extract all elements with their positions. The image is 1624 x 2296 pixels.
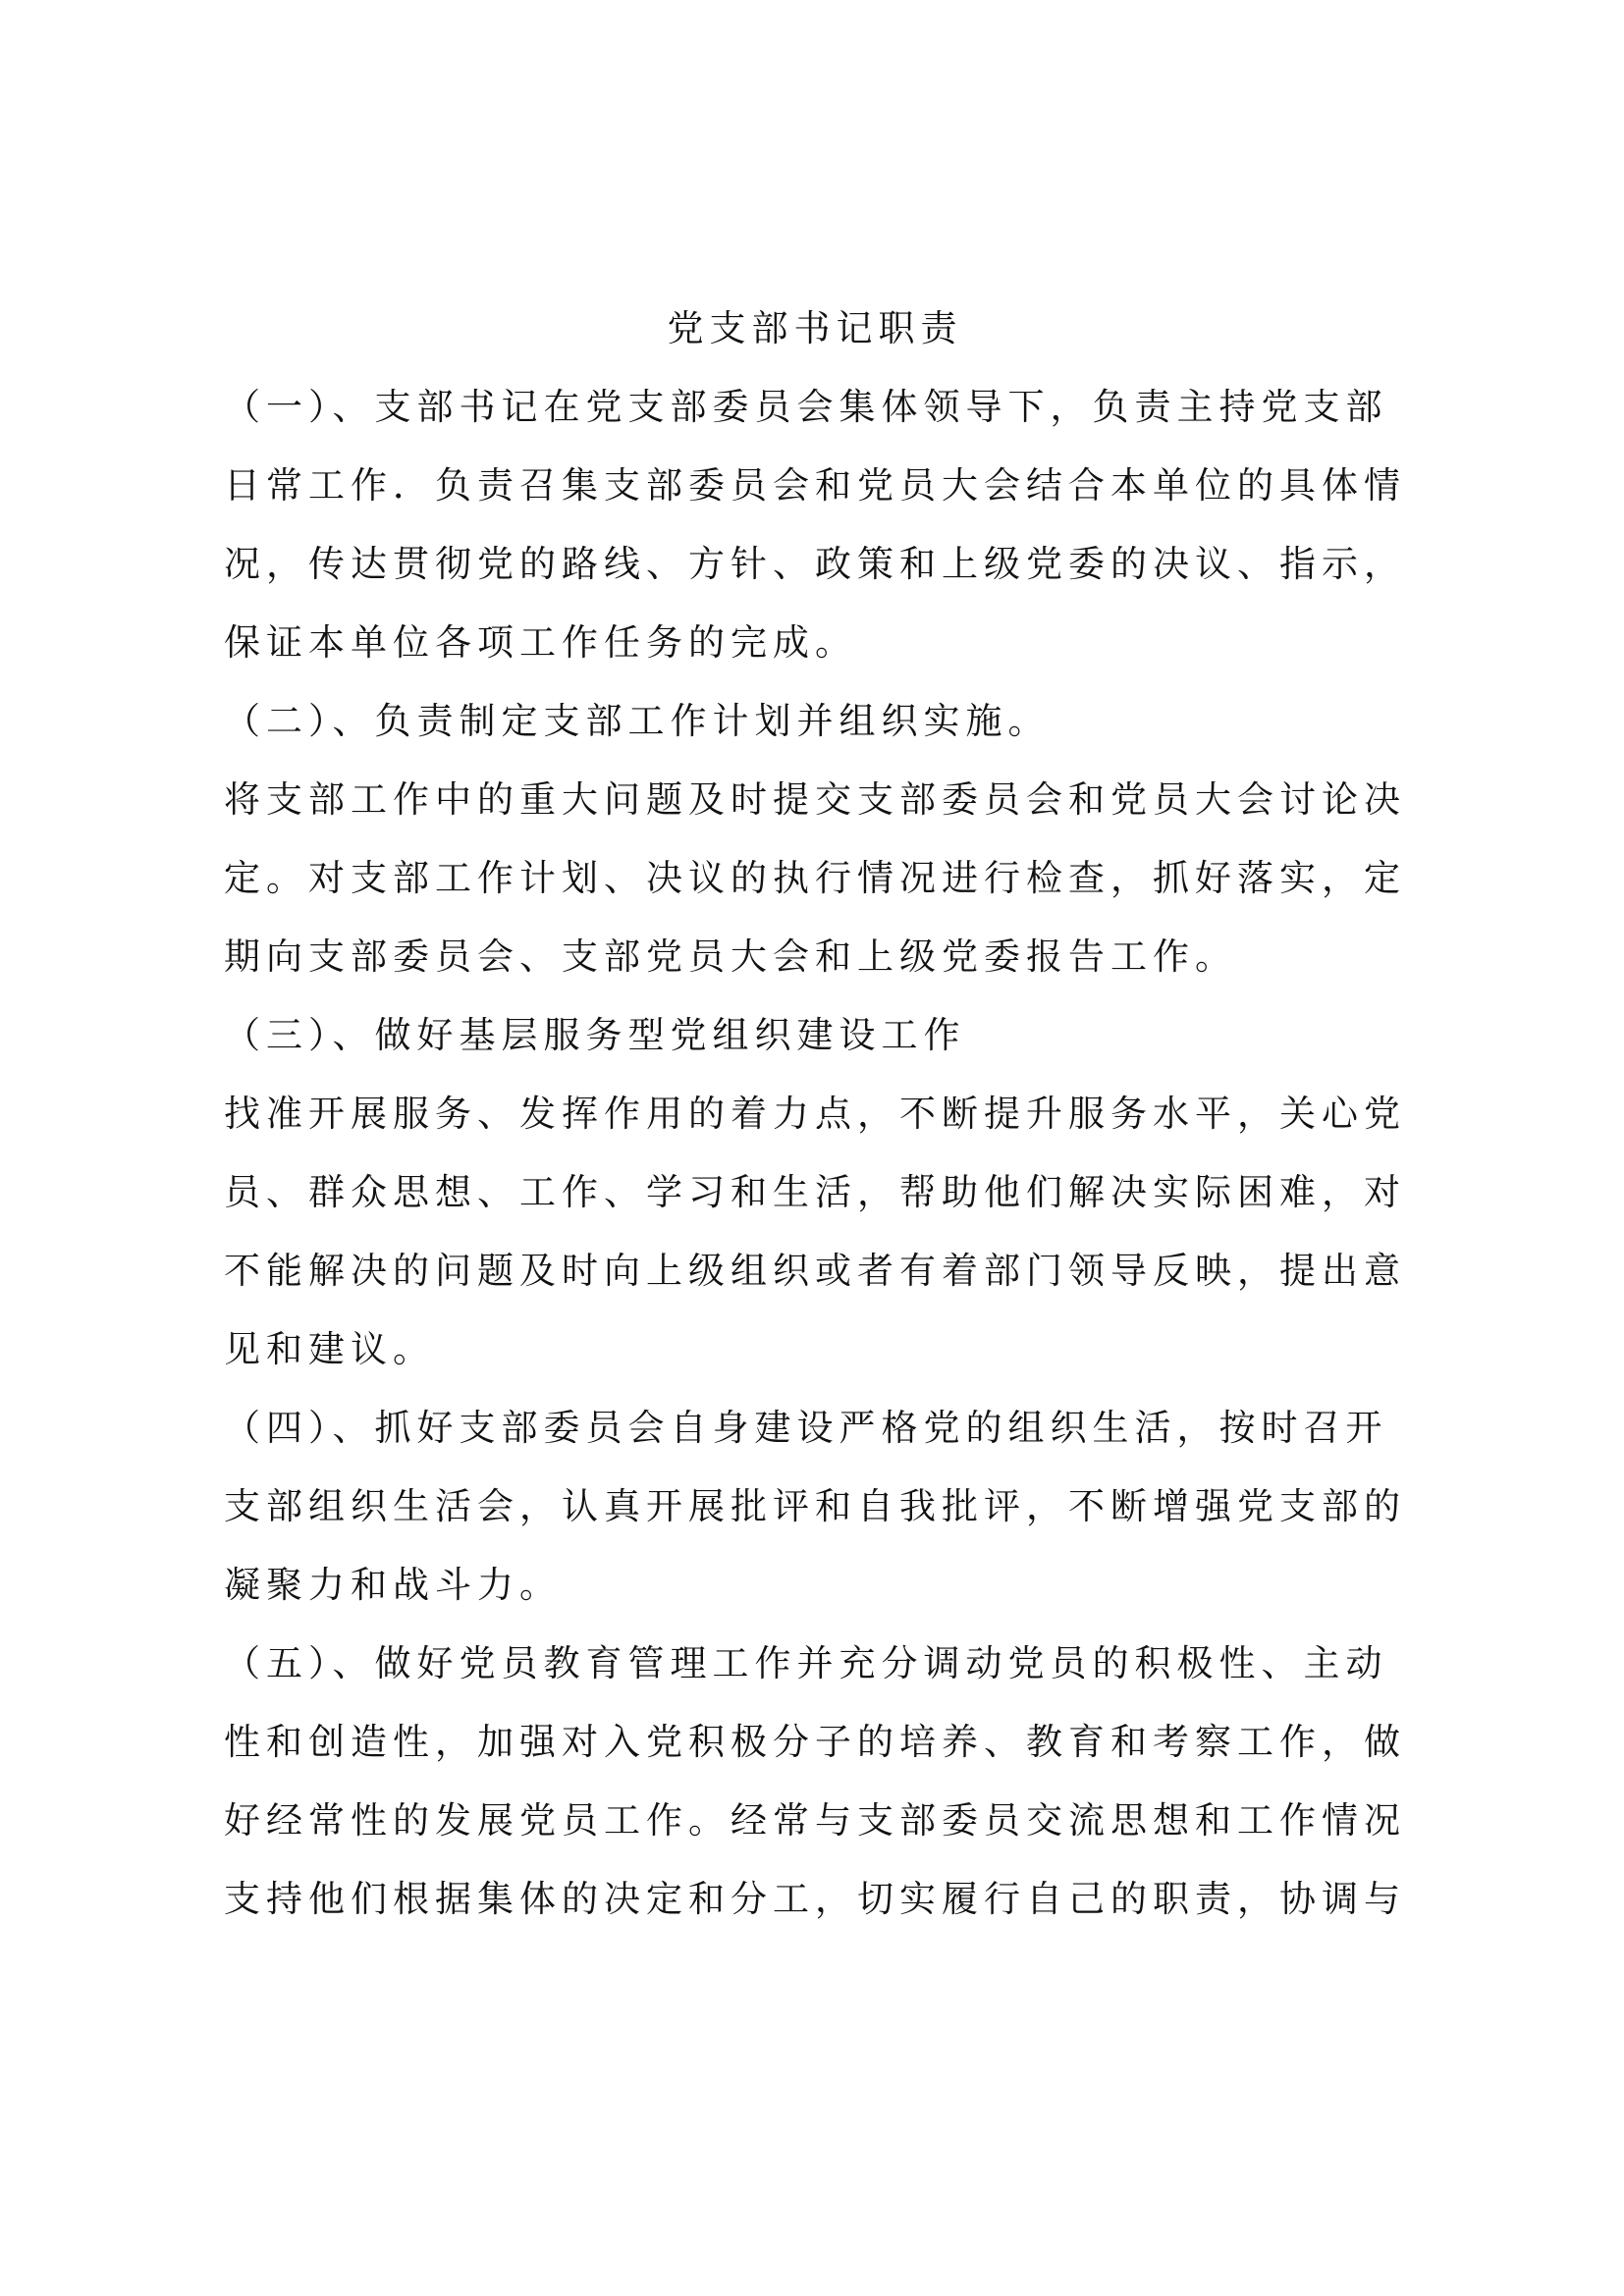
text-line: （一）、支部书记在党支部委员会集体领导下，负责主持党支部	[224, 388, 1388, 428]
text-line: （五）、做好党员教育管理工作并充分调动党员的积极性、主动	[224, 1644, 1388, 1684]
document-body	[224, 369, 1406, 1940]
text-line: 找准开展服务、发挥作用的着力点，不断提升服务水平，关心党	[224, 1095, 1406, 1135]
text-line: 期向支部委员会、支部党员大会和上级党委报告工作。	[224, 937, 1237, 978]
text-line: 见和建议。	[224, 1330, 435, 1370]
text-line: 支持他们根据集体的决定和分工，切实履行自己的职责，协调与	[224, 1880, 1406, 1920]
text-line: 将支部工作中的重大问题及时提交支部委员会和党员大会讨论决	[224, 780, 1406, 821]
text-line: 不能解决的问题及时向上级组织或者有着部门领导反映，提出意	[224, 1252, 1406, 1292]
text-line: 好经常性的发展党员工作。经常与支部委员交流思想和工作情况	[224, 1801, 1406, 1842]
text-line: （二）、负责制定支部工作计划并组织实施。	[224, 702, 1051, 742]
text-line: 定。对支部工作计划、决议的执行情况进行检查，抓好落实，定	[224, 859, 1406, 899]
text-line: 支部组织生活会，认真开展批评和自我批评，不断增强党支部的	[224, 1487, 1406, 1527]
text-column	[224, 291, 1406, 1940]
text-line: 性和创造性，加强对入党积极分子的培养、教育和考察工作，做	[224, 1723, 1406, 1763]
text-line: 日常工作．负责召集支部委员会和党员大会结合本单位的具体情	[224, 466, 1406, 507]
text-line: （四）、抓好支部委员会自身建设严格党的组织生活，按时召开	[224, 1409, 1388, 1449]
text-line: 员、群众思想、工作、学习和生活，帮助他们解决实际困难，对	[224, 1173, 1406, 1213]
page-title: 党支部书记职责	[667, 309, 963, 349]
text-line: 况，传达贯彻党的路线、方针、政策和上级党委的决议、指示，	[224, 545, 1406, 585]
text-line: （三）、做好基层服务型党组织建设工作	[224, 1016, 966, 1056]
text-line: 凝聚力和战斗力。	[224, 1566, 562, 1606]
text-line: 保证本单位各项工作任务的完成。	[224, 623, 857, 664]
